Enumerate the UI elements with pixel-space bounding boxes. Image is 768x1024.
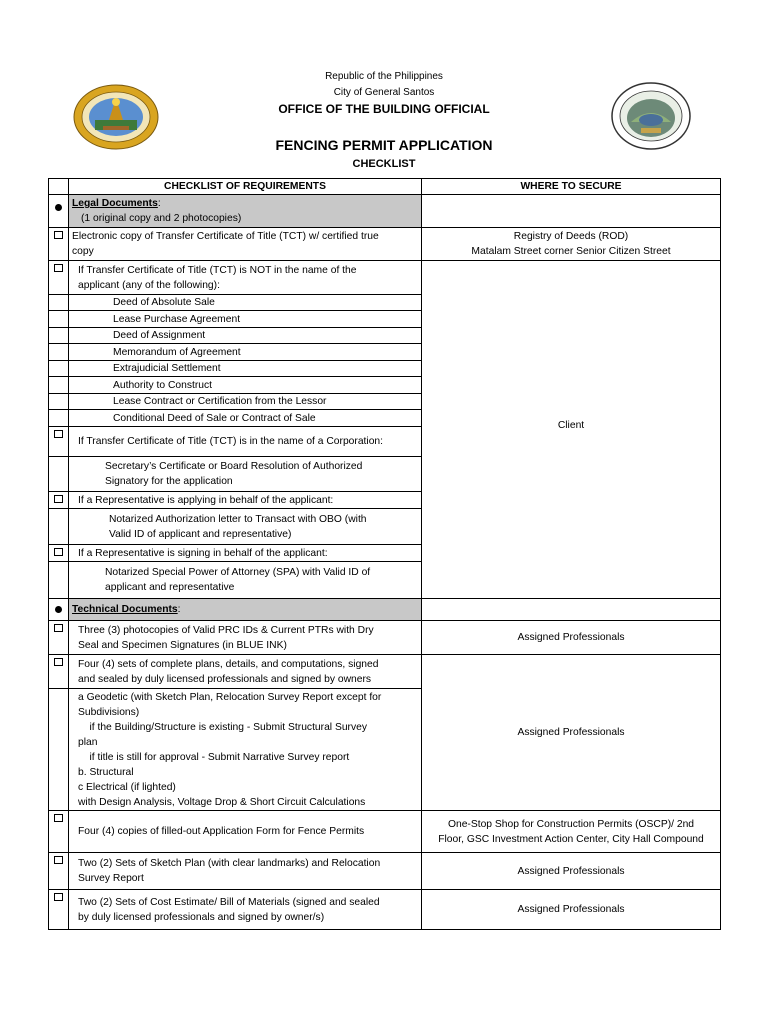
table-row [49,655,721,689]
sketch-requirement-cont: Survey Report [78,873,144,884]
table-row [49,621,721,655]
republic-text: Republic of the Philippines [325,71,443,82]
bullet-icon [55,204,62,211]
oscp-source: One-Stop Shop for Construction Permits (OSCP)/ 2nd [447,818,695,830]
technical-heading-row: Technical Documents: [49,599,721,621]
plan-item: if title is still for approval - Submit Narrative Survey report [78,751,350,763]
checkbox-icon[interactable] [54,495,63,503]
doc-item: Conditional Deed of Sale or Contract of Sale [69,410,422,427]
table-row [49,811,721,853]
doc-item: Lease Contract or Certification from the Lessor [69,394,422,410]
plan-item: with Design Analysis, Voltage Drop & Short Circuit Calculations [78,796,366,808]
checkbox-icon[interactable] [54,814,63,822]
table-row [49,890,721,930]
checkbox-icon[interactable] [54,231,63,239]
tct-not-in-name-cont: applicant (any of the following): [78,279,220,291]
rep-apply-detail-cont: Valid ID of applicant and representative) [109,528,292,540]
rep-sign-detail-cont: applicant and representative [105,582,235,593]
legal-heading: Legal Documents [72,198,158,209]
doc-item: Authority to Construct [69,377,422,394]
plans-requirement-cont: and sealed by duly licensed professionals and signed by owners [78,673,372,685]
city-seal-logo [73,84,159,150]
corp-requirement: If Transfer Certificate of Title (TCT) is in the name of a Corporation: [69,427,422,457]
oscp-address: Floor, GSC Investment Action Center, City Hall Compound [438,833,704,845]
client-source: Client [422,261,721,599]
sketch-requirement: Two (2) Sets of Sketch Plan (with clear landmarks) and Relocation [78,858,381,869]
checkbox-icon[interactable] [54,856,63,864]
plan-item: plan [78,736,98,748]
rep-sign-requirement: If a Representative is signing in behalf of the applicant: [69,545,422,562]
tct-requirement-cont: copy [72,246,94,257]
assigned-professionals-source: Assigned Professionals [422,890,721,930]
office-title: OFFICE OF THE BUILDING OFFICIAL [278,102,490,116]
page-subtitle: CHECKLIST [352,158,416,170]
bullet-icon [55,606,62,613]
tct-requirement: Electronic copy of Transfer Certificate of Title (TCT) w/ certified true [72,231,379,242]
prc-requirement: Three (3) photocopies of Valid PRC IDs & Current PTRs with Dry [78,624,374,636]
col-where-header: WHERE TO SECURE [422,179,721,195]
checkbox-icon[interactable] [54,548,63,556]
assigned-professionals-source: Assigned Professionals [422,655,721,811]
assigned-professionals-source: Assigned Professionals [422,621,721,655]
page-title: FENCING PERMIT APPLICATION [275,137,493,153]
rep-apply-detail: Notarized Authorization letter to Transact with OBO (with [109,513,367,525]
tct-not-in-name: If Transfer Certificate of Title (TCT) is NOT in the name of the [78,264,357,276]
rod-source: Registry of Deeds (ROD) [513,231,629,242]
col-requirements-header: CHECKLIST OF REQUIREMENTS [69,179,422,195]
cost-requirement: Two (2) Sets of Cost Estimate/ Bill of Materials (signed and sealed [78,896,380,908]
rod-address: Matalam Street corner Senior Citizen Street [471,246,671,257]
table-header-row [49,179,721,195]
building-official-seal-logo [611,82,691,150]
requirements-table [48,178,721,930]
corp-detail: Secretary’s Certificate or Board Resolution of Authorized [105,461,363,472]
doc-item: Memorandum of Agreement [69,344,422,361]
city-text: City of General Santos [333,87,435,98]
doc-item: Lease Purchase Agreement [69,311,422,328]
doc-item: Extrajudicial Settlement [69,361,422,377]
doc-item: Deed of Absolute Sale [69,295,422,311]
corp-detail-cont: Signatory for the application [105,476,233,487]
table-row [49,228,721,261]
doc-item: Deed of Assignment [69,328,422,344]
table-row [49,853,721,890]
plan-item: b. Structural [78,766,134,778]
table-row [49,261,721,295]
legal-heading-row: Legal Documents: (1 original copy and 2 photocopies) [49,195,721,228]
assigned-professionals-source: Assigned Professionals [422,853,721,890]
technical-heading: Technical Documents [72,604,178,615]
rep-apply-requirement: If a Representative is applying in behalf of the applicant: [69,492,422,509]
checkbox-icon[interactable] [54,658,63,666]
cost-requirement-cont: by duly licensed professionals and signed by owner/s) [78,911,325,923]
plan-item: c Electrical (if lighted) [78,781,176,793]
checkbox-icon[interactable] [54,430,63,438]
checkbox-icon[interactable] [54,624,63,632]
checkbox-icon[interactable] [54,264,63,272]
plan-item: if the Building/Structure is existing - Submit Structural Survey [78,721,368,733]
app-form-requirement: Four (4) copies of filled-out Application Form for Fence Permits [69,811,422,853]
plan-item: Subdivisions) [78,706,140,718]
plan-item: a Geodetic (with Sketch Plan, Relocation Survey Report except for [78,691,382,703]
prc-requirement-cont: Seal and Specimen Signatures (in BLUE INK) [78,639,287,651]
legal-note: (1 original copy and 2 photocopies) [81,213,242,224]
checkbox-icon[interactable] [54,893,63,901]
rep-sign-detail: Notarized Special Power of Attorney (SPA) with Valid ID of [105,567,371,578]
plans-requirement: Four (4) sets of complete plans, details, and computations, signed [78,658,379,670]
